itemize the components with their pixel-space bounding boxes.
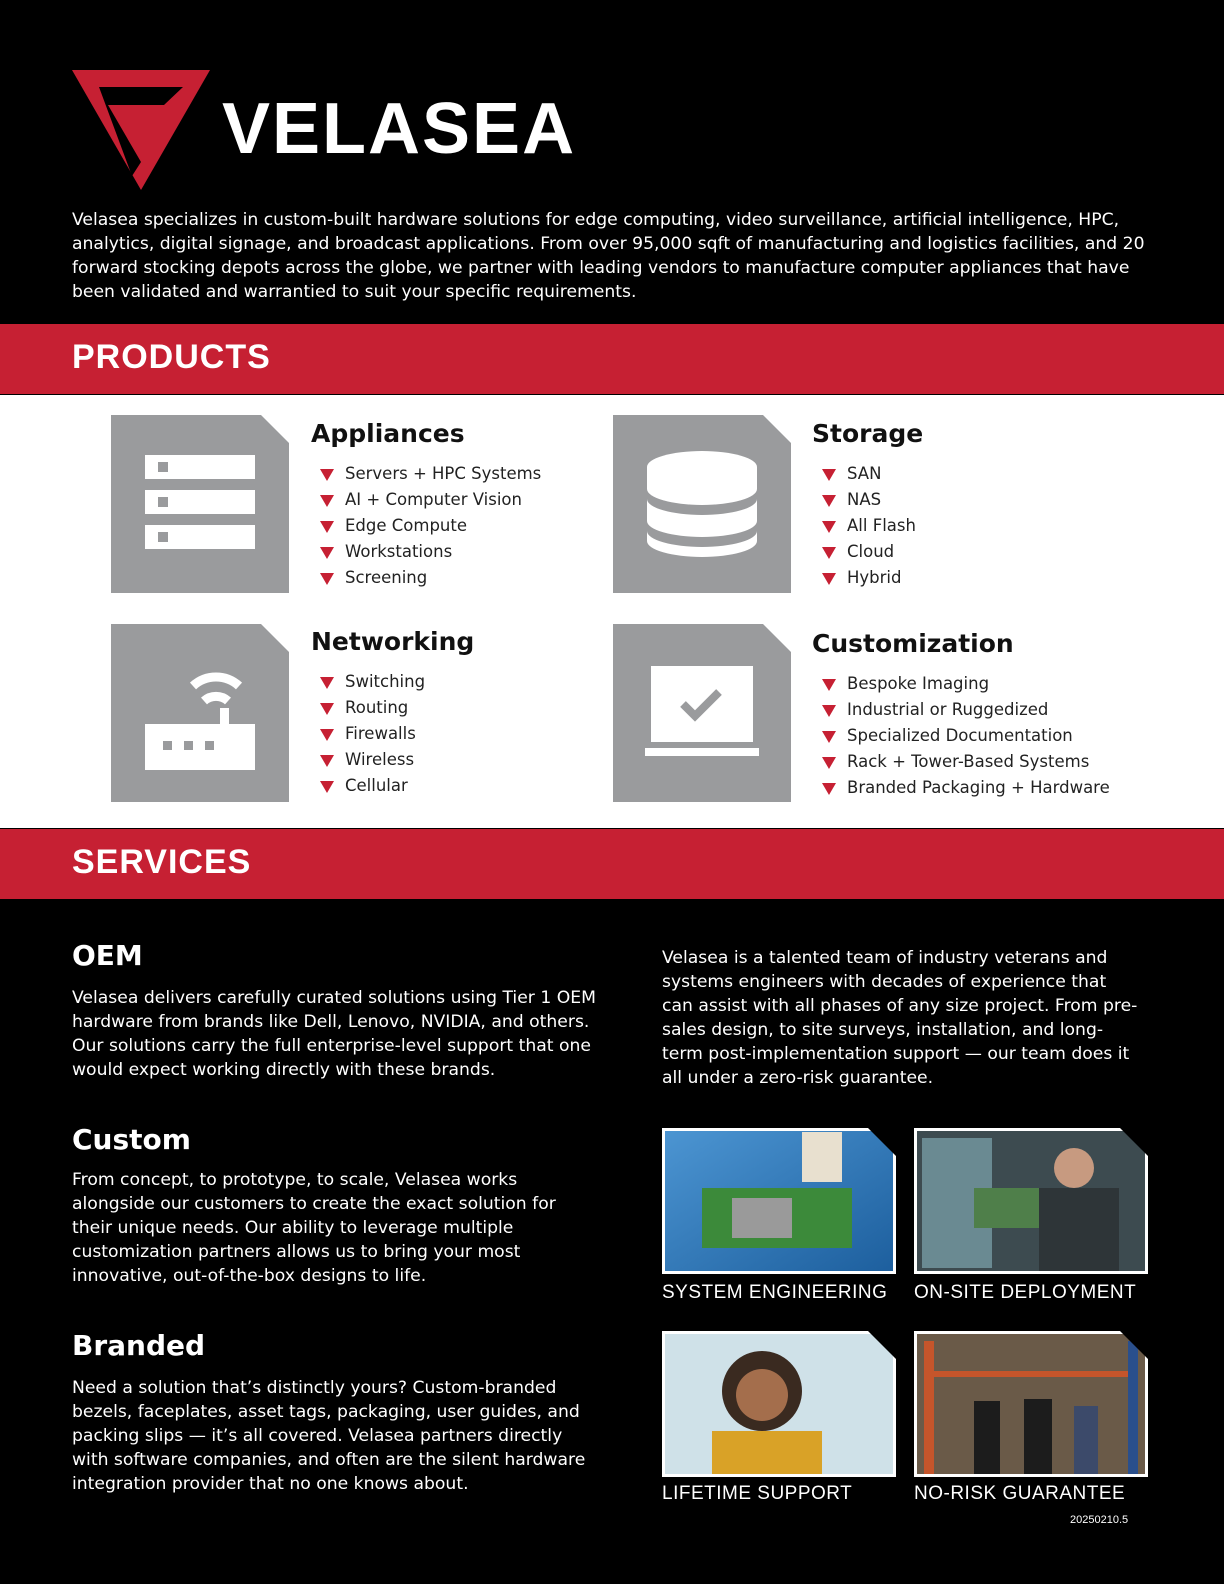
intro-paragraph: Velasea specializes in custom-built hardware solutions for edge computing, video surveillance, artificial intelligence, HPC, analytics, digital signage, and broadcast applications. From over 95,000 sqft of manufacturing and logistics facilities, and 20 forward stocking depots across the globe, we partner with leading vendors to manufacture computer appliances that have been validated and warrantied to suit your specific requirements. <box>72 210 1145 302</box>
appliances-tile <box>111 415 289 593</box>
lifetime-support-label: LIFETIME SUPPORT <box>662 1483 853 1504</box>
list-item: Bespoke Imaging <box>819 671 1110 697</box>
list-item: Hybrid <box>819 565 916 591</box>
custom-title: Custom <box>72 1123 191 1156</box>
document-code: 20250210.5 <box>1070 1514 1129 1526</box>
list-item: Routing <box>317 695 425 721</box>
velasea-logo-mark <box>72 70 210 190</box>
triangle-bullet-icon <box>320 521 334 533</box>
database-icon <box>613 415 791 593</box>
no-risk-guarantee-photo <box>914 1331 1148 1477</box>
triangle-bullet-icon <box>822 469 836 481</box>
triangle-bullet-icon <box>822 679 836 691</box>
triangle-bullet-icon <box>320 729 334 741</box>
storage-title: Storage <box>812 419 924 448</box>
triangle-bullet-icon <box>320 547 334 559</box>
triangle-bullet-icon <box>822 521 836 533</box>
list-item: All Flash <box>819 513 916 539</box>
triangle-bullet-icon <box>320 495 334 507</box>
products-band <box>0 324 1224 394</box>
list-item: NAS <box>819 487 916 513</box>
list-item: Industrial or Ruggedized <box>819 697 1110 723</box>
list-item: Specialized Documentation <box>819 723 1110 749</box>
list-item: AI + Computer Vision <box>317 487 541 513</box>
appliances-title: Appliances <box>311 419 465 448</box>
triangle-bullet-icon <box>320 755 334 767</box>
on-site-deployment-label: ON-SITE DEPLOYMENT <box>914 1282 1137 1303</box>
list-item: SAN <box>819 461 916 487</box>
oem-title: OEM <box>72 939 143 972</box>
triangle-bullet-icon <box>822 757 836 769</box>
services-band <box>0 829 1224 899</box>
custom-text: From concept, to prototype, to scale, Velasea works alongside our customers to create the exact solution for their unique needs. Our ability to leverage multiple customization partners allows us to bring your most innovative, out-of-the-box designs to life. <box>72 1170 556 1286</box>
triangle-bullet-icon <box>822 495 836 507</box>
laptop-check-icon <box>613 624 791 802</box>
list-item: Screening <box>317 565 541 591</box>
services-heading: SERVICES <box>72 843 252 881</box>
list-item: Firewalls <box>317 721 425 747</box>
triangle-bullet-icon <box>320 469 334 481</box>
lifetime-support-photo <box>662 1331 896 1477</box>
system-engineering-label: SYSTEM ENGINEERING <box>662 1282 888 1303</box>
system-engineering-photo <box>662 1128 896 1274</box>
list-item: Switching <box>317 669 425 695</box>
triangle-bullet-icon <box>822 783 836 795</box>
storage-list <box>819 461 916 591</box>
customization-tile <box>613 624 791 802</box>
oem-text: Velasea delivers carefully curated solutions using Tier 1 OEM hardware from brands like Dell, Lenovo, NVIDIA, and others. Our solutions carry the full enterprise-level support that one would expect working directly with these brands. <box>72 988 596 1080</box>
branded-text: Need a solution that’s distinctly yours? Custom-branded bezels, faceplates, asset tags, packaging, user guides, and packing slips — it’s all covered. Velasea partners directly with software companies, and often are the silent hardware integration provider that no one knows about. <box>72 1378 586 1494</box>
wireless-router-icon <box>111 624 289 802</box>
list-item: Cellular <box>317 773 425 799</box>
appliances-list <box>317 461 541 591</box>
no-risk-guarantee-label: NO-RISK GUARANTEE <box>914 1483 1126 1504</box>
triangle-bullet-icon <box>320 703 334 715</box>
list-item: Rack + Tower-Based Systems <box>819 749 1110 775</box>
triangle-bullet-icon <box>822 573 836 585</box>
triangle-bullet-icon <box>320 677 334 689</box>
on-site-deployment-photo <box>914 1128 1148 1274</box>
list-item: Servers + HPC Systems <box>317 461 541 487</box>
networking-tile <box>111 624 289 802</box>
triangle-bullet-icon <box>320 573 334 585</box>
customization-list <box>819 671 1110 801</box>
server-rack-icon <box>111 415 289 593</box>
triangle-bullet-icon <box>822 705 836 717</box>
networking-title: Networking <box>311 627 475 656</box>
list-item: Branded Packaging + Hardware <box>819 775 1110 801</box>
list-item: Edge Compute <box>317 513 541 539</box>
list-item: Workstations <box>317 539 541 565</box>
branded-title: Branded <box>72 1329 206 1362</box>
products-heading: PRODUCTS <box>72 338 271 376</box>
triangle-bullet-icon <box>822 731 836 743</box>
triangle-bullet-icon <box>822 547 836 559</box>
brand-name: VELASEA <box>222 89 577 169</box>
customization-title: Customization <box>812 629 1014 658</box>
team-paragraph: Velasea is a talented team of industry veterans and systems engineers with decades of experience that can assist with all phases of any size project. From pre-sales design, to site surveys, installation, and long-term post-implementation support — our team does it all under a zero-risk guarantee. <box>662 948 1138 1088</box>
networking-list <box>317 669 425 799</box>
storage-tile <box>613 415 791 593</box>
list-item: Wireless <box>317 747 425 773</box>
triangle-bullet-icon <box>320 781 334 793</box>
list-item: Cloud <box>819 539 916 565</box>
